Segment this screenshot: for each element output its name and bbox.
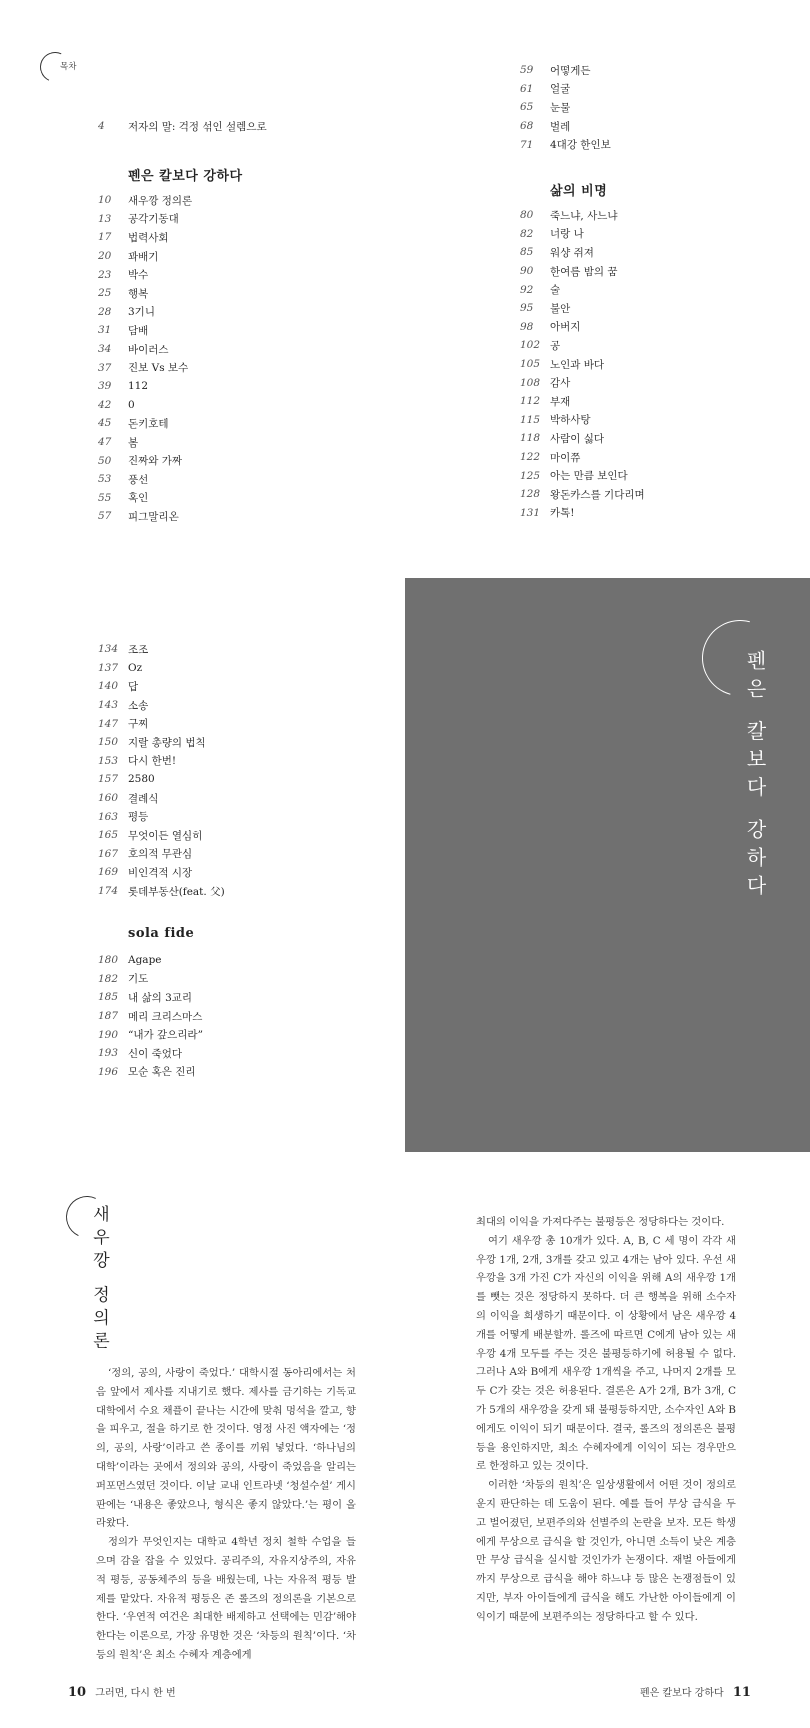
toc-page-number: 47 xyxy=(98,436,112,449)
toc-entry-title: Agape xyxy=(128,954,162,967)
toc-entry[interactable] xyxy=(98,1025,203,1044)
toc-page-number: 169 xyxy=(98,866,119,879)
toc-page-number: 143 xyxy=(98,699,119,712)
toc-page-number: 131 xyxy=(520,506,541,519)
toc-entry[interactable] xyxy=(520,466,645,485)
toc-entry-title: 아버지 xyxy=(550,321,581,334)
toc-entry-title: 사람이 싫다 xyxy=(550,432,605,445)
toc-entry[interactable] xyxy=(98,507,192,526)
toc-page-number: 174 xyxy=(98,885,119,898)
toc-entry[interactable] xyxy=(98,752,225,771)
toc-page-number: 190 xyxy=(98,1028,119,1041)
toc-entry[interactable] xyxy=(520,206,645,225)
toc-page-number: 20 xyxy=(98,250,112,263)
footer-left xyxy=(62,1684,176,1700)
toc-entry-title: 감사 xyxy=(550,377,571,390)
toc-entry[interactable] xyxy=(98,489,192,508)
toc-entry[interactable] xyxy=(98,340,192,359)
body-paragraph: 정의가 무엇인지는 대학교 4학년 정치 철학 수업을 들으며 감을 잡을 수 있었다. 공리주의, 자유지상주의, 자유적 평등, 공동체주의 등을 배웠는데, 나는 자유적 평등 발제를 맡았다. 자유적 평등은 존 롤즈의 정의론을 기본으로 한다. ‘우연적 여건은 최대한 배제하고 선택에는 민감’해야 한다는 이론으로, 가장 유명한 것은 ‘차등의 원칙’이다. ‘차등의 원칙’은 최소 수혜자 계층에게 xyxy=(96,1536,356,1661)
toc-page-number: 182 xyxy=(98,972,119,985)
toc-entry[interactable] xyxy=(98,265,192,284)
toc-entry[interactable] xyxy=(520,429,645,448)
toc-entry-title: 호의적 무관심 xyxy=(128,848,193,861)
toc-entry[interactable] xyxy=(98,659,225,678)
toc-page-number: 112 xyxy=(520,395,541,408)
toc-entry-title: 공각기동대 xyxy=(128,213,179,226)
toc-entry-title: 112 xyxy=(128,380,149,393)
toc-entry-title: 풍선 xyxy=(128,473,149,486)
toc-entry-title: 진짜와 가짜 xyxy=(128,455,183,468)
toc-entry-title: 담배 xyxy=(128,324,149,337)
left-page-body xyxy=(96,1364,356,1665)
toc-page-number: 85 xyxy=(520,246,534,259)
toc-page-number: 167 xyxy=(98,847,119,860)
toc-entry-title: 죽느냐, 사느냐 xyxy=(550,209,618,222)
toc-header-tag: 목차 xyxy=(60,62,77,72)
toc-entry[interactable] xyxy=(98,789,225,808)
toc-entry[interactable] xyxy=(520,98,611,117)
toc-entry-title: 다시 한번! xyxy=(128,755,177,768)
toc-entry[interactable] xyxy=(98,321,192,340)
toc-entry[interactable] xyxy=(98,970,203,989)
toc-entry-title: 어떻게든 xyxy=(550,64,591,77)
toc-entry-title: 행복 xyxy=(128,287,149,300)
toc-entry-title: 왕돈카스를 기다리며 xyxy=(550,488,645,501)
toc-entry-title: 구찌 xyxy=(128,718,149,731)
page-number-left: 10 xyxy=(68,1685,87,1700)
toc-entry[interactable] xyxy=(98,714,225,733)
toc-page-number: 147 xyxy=(98,717,119,730)
toc-entry-title: 박수 xyxy=(128,269,149,282)
toc-page-number: 98 xyxy=(520,320,534,333)
toc-entry-title: 돈키호테 xyxy=(128,417,169,430)
toc-entry-title: 피그말리온 xyxy=(128,510,179,523)
toc-entry-title: 모순 혹은 진리 xyxy=(128,1066,196,1079)
toc-entry[interactable] xyxy=(520,243,645,262)
toc-list-section4 xyxy=(98,951,203,1081)
footer-right xyxy=(640,1684,757,1700)
toc-entry[interactable] xyxy=(520,225,645,244)
toc-entry-title: 박하사탕 xyxy=(550,414,591,427)
toc-page-number: 4 xyxy=(98,120,105,133)
toc-entry[interactable] xyxy=(98,770,225,789)
toc-entry[interactable] xyxy=(98,191,192,210)
toc-page-number: 160 xyxy=(98,792,119,805)
toc-entry-title: 불안 xyxy=(550,302,571,315)
toc-page-number: 122 xyxy=(520,451,541,464)
toc-page-number: 39 xyxy=(98,380,112,393)
toc-entry-title: 법력사회 xyxy=(128,231,169,244)
toc-page-number: 65 xyxy=(520,101,534,114)
body-paragraph: ‘정의, 공의, 사랑이 죽었다.’ 대학시절 동아리에서는 처음 앞에서 제사를 지내기로 했다. 제사를 금기하는 기독교 대학에서 수요 채플이 끝나는 시간에 맞춰 멍석을 깔고, 향을 피우고, 절을 하기로 한 것이다. 영정 사진 액자에는 ‘정의, 공의, 사랑’이라고 쓴 종이를 끼워 넣었다. ‘하나님의 대학’이라는 곳에서 정의와 공의, 사랑이 죽었음을 알리는 퍼포먼스였던 것이다. 이날 교내 인트라넷 ‘청설수설’ 게시판에는 ‘내용은 좋았으나, 형식은 좋지 않았다.’는 평이 올라왔다. xyxy=(96,1367,356,1530)
page-number-right: 11 xyxy=(732,1685,751,1700)
chapter-divider-panel xyxy=(405,578,810,1152)
body-paragraph: 이러한 ‘차등의 원칙’은 일상생활에서 어떤 것이 정의로운지 판단하는 데 도움이 된다. 예를 들어 무상 급식을 두고 벌어졌던, 보편주의와 선별주의 논란을 보자. 모든 학생에게 무상으로 급식을 할 것인가, 아니면 소득이 낮은 계층만 무상 급식을 실시할 것인가가 논쟁이다. 재벌 아들에게까지 무상으로 급식을 해야 하느냐 등 많은 논쟁점들이 있지만, 부자 아이들에게 급식을 해도 가난한 아이들에게 이익이기 때문에 보편주의는 정당하다고 할 수 있다. xyxy=(476,1479,736,1623)
running-title-right: 펜은 칼보다 강하다 xyxy=(640,1688,724,1699)
toc-entry[interactable] xyxy=(520,80,611,99)
toc-entry[interactable] xyxy=(520,299,645,318)
toc-entry[interactable] xyxy=(520,336,645,355)
toc-entry[interactable] xyxy=(520,318,645,337)
toc-page-number: 157 xyxy=(98,773,119,786)
body-paragraph: 여기 새우깡 총 10개가 있다. A, B, C 세 명이 각각 새우깡 1개, 2개, 3개를 갖고 있고 4개는 남아 있다. 우선 새우깡을 3개 가진 C가 자신의 이익을 위해 A의 새우깡 1개를 뺏는 것은 정당하지 못하다. 더 큰 행복을 위해 소수자의 이익을 희생하기 때문이다. 이 상황에서 남은 새우깡 4개를 어떻게 배분할까. 롤즈에 따르면 C에게 남아 있는 새우깡 4개 모두를 주는 것은 불평등하기에 허용될 수 없다. 그러나 A와 B에게 새우깡 1개씩을 주고, 나머지 2개를 모두 C가 갖는 것은 허용된다. 결론은 A가 2개, B가 3개, C가 5개의 새우깡을 갖게 돼 불평등하지만, 소수자인 A와 B에게도 이익이 되기 때문이다. 결국, 롤즈의 정의론은 불평등을 용인하지만, 최소 수혜자에게 이익이 되는 경우만으로 한정하고 있는 것이다. xyxy=(476,1234,736,1473)
toc-page-number: 13 xyxy=(98,212,112,225)
intro-entry[interactable] xyxy=(98,117,267,136)
toc-page-number: 34 xyxy=(98,343,112,356)
toc-entry-title: 바이러스 xyxy=(128,343,169,356)
toc-entry-title: 무엇이든 열심히 xyxy=(128,829,203,842)
toc-page-number: 53 xyxy=(98,473,112,486)
toc-entry[interactable] xyxy=(98,358,192,377)
toc-page-number: 128 xyxy=(520,488,541,501)
toc-page-number: 55 xyxy=(98,491,112,504)
running-title-left: 그러면, 다시 한 번 xyxy=(95,1688,176,1699)
toc-entry[interactable] xyxy=(98,210,192,229)
toc-entry[interactable] xyxy=(98,807,225,826)
toc-page-number: 153 xyxy=(98,754,119,767)
toc-entry-title: 3기니 xyxy=(128,306,155,319)
toc-entry-title: 마이쮸 xyxy=(550,451,581,464)
panel-vertical-title: 펜은 칼보다 강하다 xyxy=(743,650,767,903)
toc-entry[interactable] xyxy=(98,826,225,845)
toc-page-number: 68 xyxy=(520,120,534,133)
toc-entry[interactable] xyxy=(98,951,203,970)
toc-entry[interactable] xyxy=(98,863,225,882)
toc-page-number: 25 xyxy=(98,287,112,300)
toc-entry-title: 카톡! xyxy=(550,507,575,520)
toc-entry[interactable] xyxy=(520,280,645,299)
toc-entry-title: 내 삶의 3교리 xyxy=(128,991,193,1004)
toc-page-number: 187 xyxy=(98,1010,119,1023)
toc-page-number: 102 xyxy=(520,339,541,352)
toc-entry[interactable] xyxy=(98,640,225,659)
right-page-body xyxy=(476,1213,736,1627)
toc-entry-title: 부재 xyxy=(550,395,571,408)
toc-entry-title: 기도 xyxy=(128,973,149,986)
toc-entry-title: 공 xyxy=(550,339,561,352)
toc-entry-title: 메리 크리스마스 xyxy=(128,1010,203,1023)
toc-entry[interactable] xyxy=(98,228,192,247)
toc-entry-title: 2580 xyxy=(128,773,155,786)
toc-page-number: 118 xyxy=(520,432,541,445)
toc-entry[interactable] xyxy=(520,485,645,504)
toc-entry-title: 결례식 xyxy=(128,792,159,805)
toc-entry-title: 벌레 xyxy=(550,120,571,133)
toc-page-number: 108 xyxy=(520,376,541,389)
toc-page-number: 90 xyxy=(520,265,534,278)
toc-entry[interactable] xyxy=(98,988,203,1007)
toc-page-number: 95 xyxy=(520,302,534,315)
toc-entry-title: 봄 xyxy=(128,436,139,449)
toc-entry[interactable] xyxy=(98,733,225,752)
toc-entry-title: 지랄 총량의 법칙 xyxy=(128,736,206,749)
toc-list-section1-continued xyxy=(520,61,611,154)
toc-entry[interactable] xyxy=(520,117,611,136)
toc-entry[interactable] xyxy=(520,262,645,281)
toc-entry-title: 워샹 쥐져 xyxy=(550,246,594,259)
toc-page-number: 71 xyxy=(520,138,534,151)
toc-entry-title: “내가 갚으리라” xyxy=(128,1029,203,1042)
toc-entry[interactable] xyxy=(98,677,225,696)
toc-entry[interactable] xyxy=(520,448,645,467)
toc-page-number: 31 xyxy=(98,324,112,337)
toc-entry[interactable] xyxy=(98,470,192,489)
toc-entry[interactable] xyxy=(98,1044,203,1063)
toc-list-section1 xyxy=(98,191,192,526)
toc-entry[interactable] xyxy=(98,1063,203,1082)
toc-entry-title: 새우깡 정의론 xyxy=(128,194,193,207)
toc-page-number: 57 xyxy=(98,510,112,523)
toc-page-number: 193 xyxy=(98,1047,119,1060)
toc-page-number: 42 xyxy=(98,398,112,411)
toc-entry[interactable] xyxy=(98,433,192,452)
toc-page-number: 80 xyxy=(520,209,534,222)
toc-entry-title: 한여름 밤의 꿈 xyxy=(550,265,618,278)
toc-page-number: 163 xyxy=(98,810,119,823)
toc-entry[interactable] xyxy=(98,451,192,470)
toc-entry-title: 비인격적 시장 xyxy=(128,866,193,879)
toc-page-number: 115 xyxy=(520,413,541,426)
toc-page-number: 17 xyxy=(98,231,112,244)
toc-entry-title: 노인과 바다 xyxy=(550,358,605,371)
toc-entry[interactable] xyxy=(98,845,225,864)
toc-entry-title: 신이 죽었다 xyxy=(128,1047,183,1060)
toc-entry-title: 답 xyxy=(128,680,139,693)
toc-list-section3 xyxy=(98,640,225,900)
toc-entry-title: 아는 만큼 보인다 xyxy=(550,470,628,483)
toc-entry-title: 0 xyxy=(128,398,135,411)
toc-entry-title: 진보 Vs 보수 xyxy=(128,362,189,375)
toc-page-number: 59 xyxy=(520,64,534,77)
toc-entry-title: 롯데부동산(feat. 父) xyxy=(128,885,225,898)
toc-entry[interactable] xyxy=(98,414,192,433)
toc-entry-title: 꽈배기 xyxy=(128,250,159,263)
toc-page-number: 10 xyxy=(98,194,112,207)
toc-page-number: 28 xyxy=(98,305,112,318)
toc-entry-title: 평등 xyxy=(128,811,149,824)
toc-entry-title: 술 xyxy=(550,284,561,297)
toc-entry[interactable] xyxy=(98,377,192,396)
chapter-vertical-title: 새우깡 정의론 xyxy=(89,1205,109,1355)
toc-entry[interactable] xyxy=(98,284,192,303)
toc-page-number: 196 xyxy=(98,1065,119,1078)
toc-page-number: 92 xyxy=(520,283,534,296)
toc-entry-title: Oz xyxy=(128,661,143,674)
toc-entry[interactable] xyxy=(520,392,645,411)
toc-entry[interactable] xyxy=(98,1007,203,1026)
body-paragraph: 최대의 이익을 가져다주는 불평등은 정당하다는 것이다. xyxy=(476,1216,725,1228)
toc-page-number: 137 xyxy=(98,661,119,674)
toc-entry[interactable] xyxy=(98,396,192,415)
toc-page-number: 23 xyxy=(98,268,112,281)
toc-entry-title: 혹인 xyxy=(128,492,149,505)
section-heading-pen: 펜은 칼보다 강하다 xyxy=(128,169,243,184)
panel-arc-decoration xyxy=(688,606,792,710)
toc-page-number: 185 xyxy=(98,991,119,1004)
toc-page-number: 140 xyxy=(98,680,119,693)
toc-page-number: 61 xyxy=(520,82,534,95)
toc-entry[interactable] xyxy=(520,61,611,80)
toc-list-section2 xyxy=(520,206,645,522)
toc-entry[interactable] xyxy=(98,882,225,901)
toc-entry[interactable] xyxy=(520,355,645,374)
toc-entry-title: 눈물 xyxy=(550,101,571,114)
toc-entry-title: 조조 xyxy=(128,643,149,656)
toc-entry[interactable] xyxy=(520,411,645,430)
toc-page-number: 37 xyxy=(98,361,112,374)
toc-page-number: 45 xyxy=(98,417,112,430)
section-heading-sola-fide: sola fide xyxy=(128,926,195,941)
section-heading-life: 삶의 비명 xyxy=(550,184,608,199)
toc-page-number: 50 xyxy=(98,454,112,467)
toc-page-number: 180 xyxy=(98,954,119,967)
toc-entry-title: 얼굴 xyxy=(550,83,571,96)
toc-entry[interactable] xyxy=(98,247,192,266)
toc-page-number: 150 xyxy=(98,736,119,749)
toc-entry[interactable] xyxy=(98,696,225,715)
toc-entry-title: 저자의 말: 걱정 섞인 설렘으로 xyxy=(128,120,267,133)
toc-page-number: 125 xyxy=(520,469,541,482)
toc-entry[interactable] xyxy=(98,303,192,322)
toc-entry-title: 소송 xyxy=(128,699,149,712)
toc-entry-title: 너랑 나 xyxy=(550,228,584,241)
toc-page-number: 134 xyxy=(98,643,119,656)
toc-entry[interactable] xyxy=(520,504,645,523)
toc-page-number: 105 xyxy=(520,358,541,371)
toc-entry[interactable] xyxy=(520,135,611,154)
toc-entry[interactable] xyxy=(520,373,645,392)
toc-entry-title: 4대강 한인보 xyxy=(550,139,611,152)
toc-page-number: 82 xyxy=(520,227,534,240)
toc-page-number: 165 xyxy=(98,829,119,842)
